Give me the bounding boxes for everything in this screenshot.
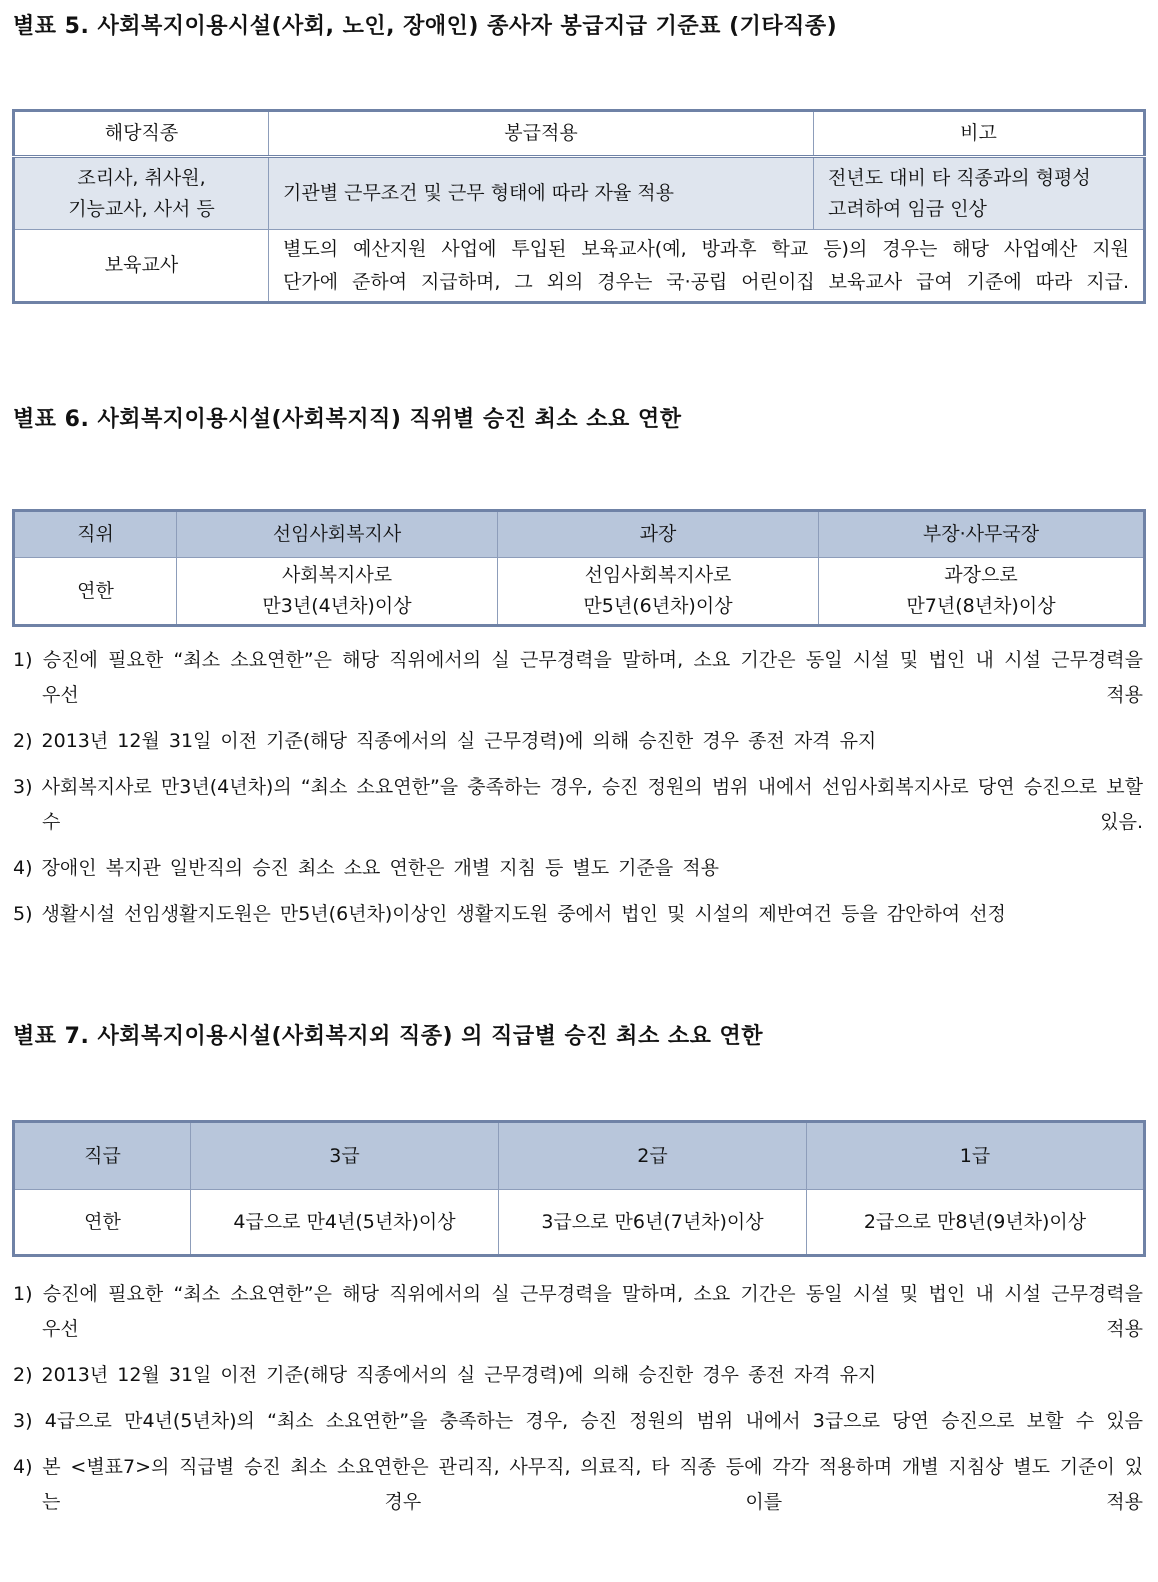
table5-note-line1: 전년도 대비 타 직종과의 형평성 xyxy=(828,166,1091,189)
table6-heading: 별표 6. 사회복지이용시설(사회복지직) 직위별 승진 최소 소요 연한 xyxy=(13,407,682,432)
table6-header-senior: 선임사회복지사 xyxy=(177,511,498,558)
table5-childcare-line1: 별도의 예산지원 사업에 투입된 보육교사(예, 방과후 학교 등)의 경우는 해당 사업예산 지원 xyxy=(283,237,1129,260)
table7-cell-grade1: 2급으로 만8년(9년차)이상 xyxy=(807,1190,1145,1256)
table5-heading: 별표 5. 사회복지이용시설(사회, 노인, 장애인) 종사자 봉급지급 기준표 (기타직종) xyxy=(13,14,838,39)
table7-cell-grade2: 3급으로 만6년(7년차)이상 xyxy=(499,1190,807,1256)
table7-header-grade2: 2급 xyxy=(499,1122,807,1190)
table6-cell-senior-line2: 만3년(4년차)이상 xyxy=(262,595,412,617)
table6-row-label: 연한 xyxy=(14,558,177,626)
table6-cell-manager-line2: 만5년(6년차)이상 xyxy=(583,595,733,617)
table7-note-3: 3) 4급으로 만4년(5년차)의 “최소 소요연한”을 충족하는 경우, 승진 정원의 범위 내에서 3급으로 당연 승진으로 보할 수 있음 xyxy=(13,1410,1143,1432)
table6-cell-manager-line1: 선임사회복지사로 xyxy=(584,564,732,586)
table7-header-grade3: 3급 xyxy=(191,1122,499,1190)
table7-note-1: 1) 승진에 필요한 “최소 소요연한”은 해당 직위에서의 실 근무경력을 말하며, 소요 기간은 동일 시설 및 법인 내 시설 근무경력을 우선 적용 xyxy=(13,1283,1143,1340)
table6-header-row xyxy=(14,511,1145,558)
table6 xyxy=(12,509,1146,627)
table6-cell-director-line2: 만7년(8년차)이상 xyxy=(906,595,1056,617)
table7-note-2: 2) 2013년 12월 31일 이전 기준(해당 직종에서의 실 근무경력)에 의해 승진한 경우 종전 자격 유지 xyxy=(13,1364,877,1386)
table6-header-position: 직위 xyxy=(14,511,177,558)
table7-row-label: 연한 xyxy=(14,1190,191,1256)
table6-cell-manager xyxy=(498,558,819,626)
table7-row-years xyxy=(14,1190,1145,1256)
table5-job-line2: 기능교사, 사서 등 xyxy=(68,197,215,220)
table6-header-manager: 과장 xyxy=(498,511,819,558)
table5-row-cook xyxy=(14,157,1145,230)
table7-note-4: 4) 본 <별표7>의 직급별 승진 최소 소요연한은 관리직, 사무직, 의료직, 타 직종 등에 각각 적용하며 개별 지침상 별도 기준이 있는 경우 이를 적용 xyxy=(13,1456,1143,1513)
table7-heading: 별표 7. 사회복지이용시설(사회복지외 직종) 의 직급별 승진 최소 소요 연한 xyxy=(13,1024,764,1049)
table6-notes xyxy=(13,643,1143,943)
table5-job-cell xyxy=(14,157,269,230)
table5-salary-cell: 기관별 근무조건 및 근무 형태에 따라 자율 적용 xyxy=(269,157,814,230)
table5-childcare-line2: 단가에 준하여 지급하며, 그 외의 경우는 국·공립 어린이집 보육교사 급여 기준에 따라 지급. xyxy=(283,270,1129,293)
table6-cell-senior xyxy=(177,558,498,626)
table6-note-4: 4) 장애인 복지관 일반직의 승진 최소 소요 연한은 개별 지침 등 별도 기준을 적용 xyxy=(13,857,719,879)
table6-note-5: 5) 생활시설 선임생활지도원은 만5년(6년차)이상인 생활지도원 중에서 법인 및 시설의 제반여건 등을 감안하여 선정 xyxy=(13,903,1006,925)
table5-note-cell xyxy=(814,157,1145,230)
table6-cell-director-line1: 과장으로 xyxy=(944,564,1018,586)
table5-childcare-salary xyxy=(269,230,1145,303)
table6-row-years xyxy=(14,558,1145,626)
table7-notes xyxy=(13,1277,1143,1531)
table5 xyxy=(12,109,1146,304)
table7 xyxy=(12,1120,1146,1257)
table6-note-1: 1) 승진에 필요한 “최소 소요연한”은 해당 직위에서의 실 근무경력을 말하며, 소요 기간은 동일 시설 및 법인 내 시설 근무경력을 우선 적용 xyxy=(13,649,1143,706)
table7-header-grade: 직급 xyxy=(14,1122,191,1190)
table5-header-job: 해당직종 xyxy=(14,111,269,157)
table5-row-childcare xyxy=(14,230,1145,303)
table6-cell-senior-line1: 사회복지사로 xyxy=(281,564,393,586)
table5-header-note: 비고 xyxy=(814,111,1145,157)
table7-cell-grade3: 4급으로 만4년(5년차)이상 xyxy=(191,1190,499,1256)
table5-header-row xyxy=(14,111,1145,157)
table6-note-2: 2) 2013년 12월 31일 이전 기준(해당 직종에서의 실 근무경력)에 의해 승진한 경우 종전 자격 유지 xyxy=(13,730,877,752)
table5-childcare-job: 보육교사 xyxy=(14,230,269,303)
table5-note-line2: 고려하여 임금 인상 xyxy=(828,197,987,220)
table7-header-grade1: 1급 xyxy=(807,1122,1145,1190)
table6-note-3: 3) 사회복지사로 만3년(4년차)의 “최소 소요연한”을 충족하는 경우, 승진 정원의 범위 내에서 선임사회복지사로 당연 승진으로 보할 수 있음. xyxy=(13,776,1143,833)
table6-header-director: 부장·사무국장 xyxy=(819,511,1145,558)
table5-header-salary: 봉급적용 xyxy=(269,111,814,157)
table6-cell-director xyxy=(819,558,1145,626)
table5-job-line1: 조리사, 취사원, xyxy=(77,166,206,189)
table7-header-row xyxy=(14,1122,1145,1190)
